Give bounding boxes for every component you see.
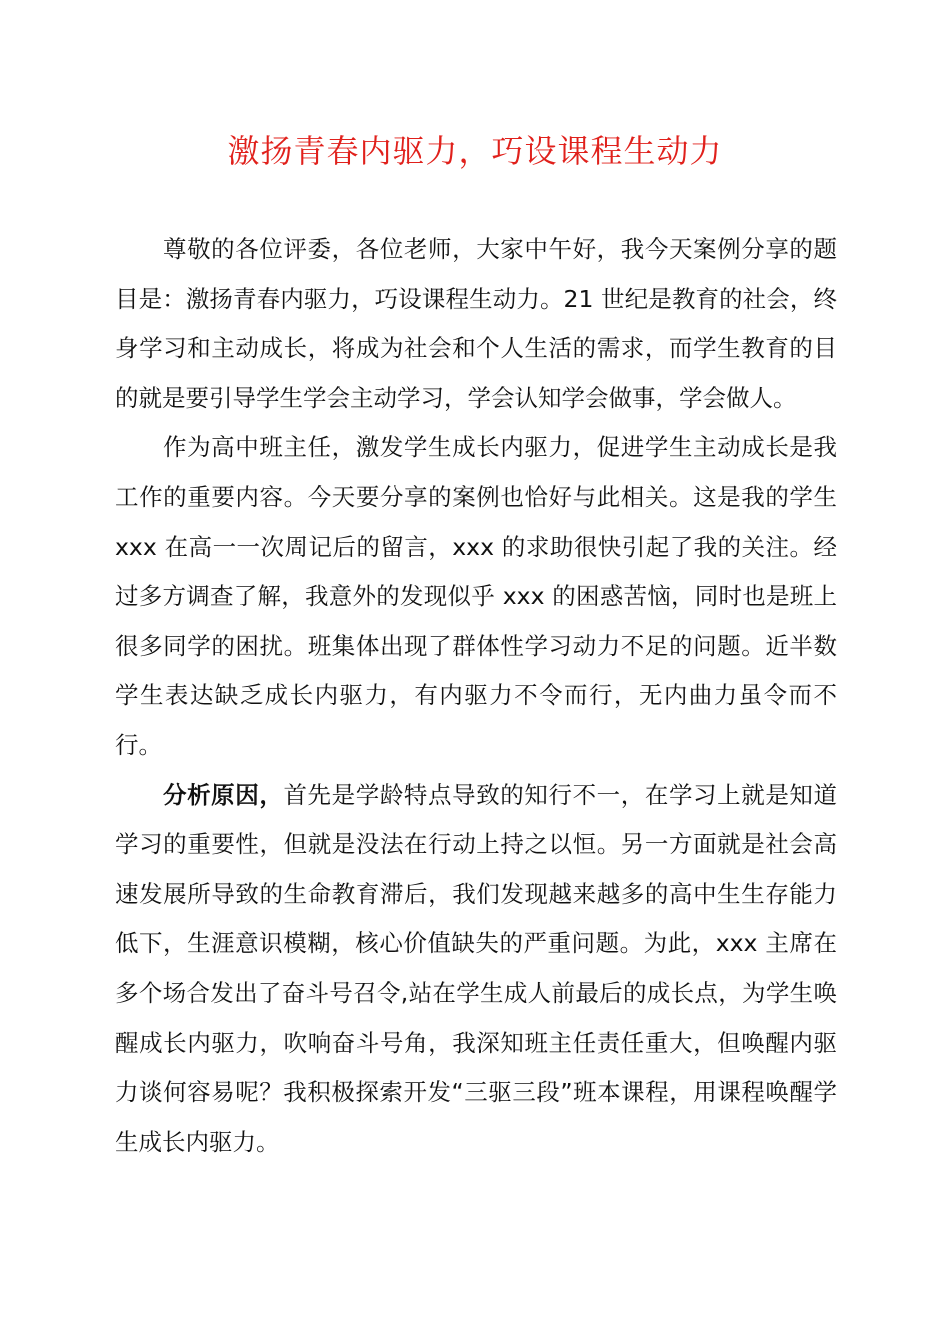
paragraph-2-text: 作为高中班主任，激发学生成长内驱力，促进学生主动成长是我工作的重要内容。今天要分享的案例也恰好与此相关。这是我的学生 xxx 在高一一次周记后的留言，xxx 的求助很快引起了我的关注。经过多方调查了解，我意外的发现似乎 xxx 的困惑苦恼，同时也是班上很多同学的困扰。班集体出现了群体性学习动力不足的问题。近半数学生表达缺乏成长内驱力，有内驱力不令而行，无内曲力虽令而不行。 <box>115 433 837 759</box>
paragraph-3-lead: 分析原因， <box>163 780 284 809</box>
paragraph-1-text: 尊敬的各位评委，各位老师，大家中午好，我今天案例分享的题目是：激扬青春内驱力，巧设课程生动力。21 世纪是教育的社会，终身学习和主动成长，将成为社会和个人生活的需求，而学生教育的目的就是要引导学生学会主动学习，学会认知学会做事，学会做人。 <box>115 235 837 412</box>
paragraph-3 <box>115 771 837 1168</box>
paragraph-1 <box>115 225 837 423</box>
paragraph-3-text: 首先是学龄特点导致的知行不一，在学习上就是知道学习的重要性，但就是没法在行动上持之以恒。另一方面就是社会高速发展所导致的生命教育滞后，我们发现越来越多的高中生生存能力低下，生涯意识模糊，核心价值缺失的严重问题。为此，xxx 主席在多个场合发出了奋斗号召令,站在学生成人前最后的成长点，为学生唤醒成长内驱力，吹响奋斗号角，我深知班主任责任重大，但唤醒内驱力谈何容易呢？我积极探索开发“三驱三段”班本课程，用课程唤醒学生成长内驱力。 <box>115 780 838 1156</box>
paragraph-2 <box>115 423 837 770</box>
document-body <box>115 225 837 1167</box>
document-title: 激扬青春内驱力，巧设课程生动力 <box>227 132 723 170</box>
